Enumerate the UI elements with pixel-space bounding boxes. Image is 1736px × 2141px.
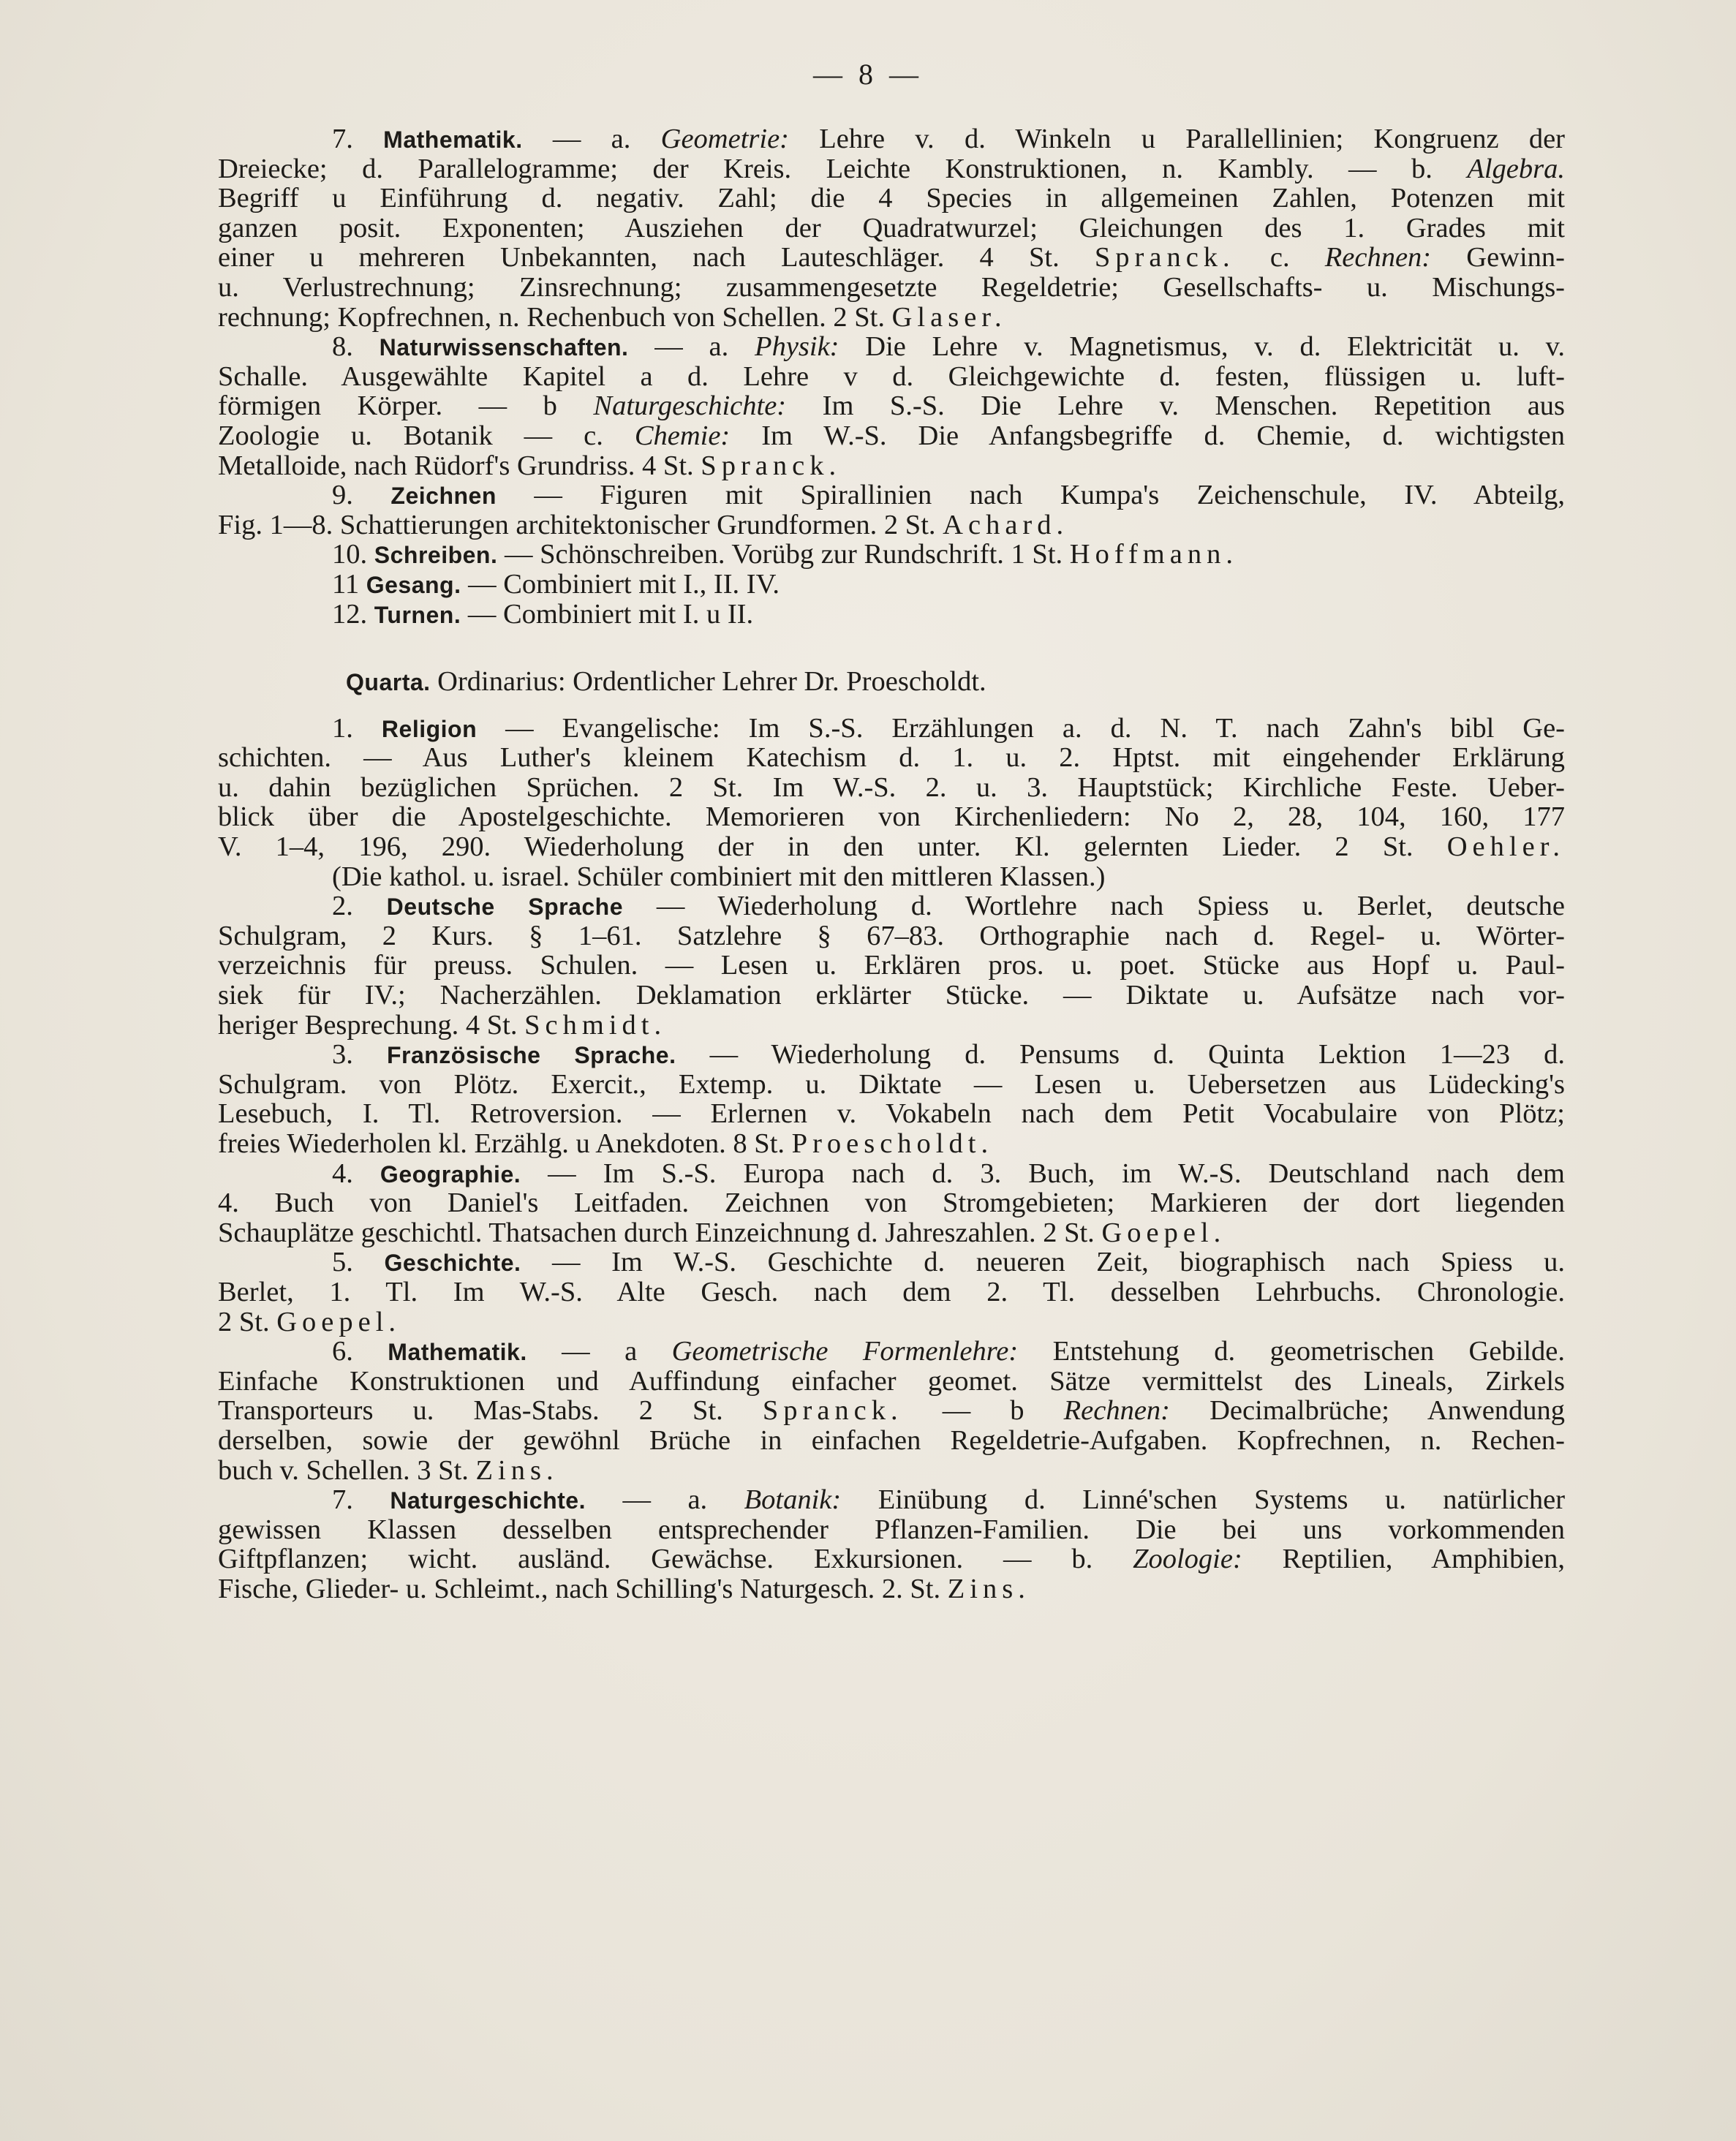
section-mathematik-line-5: einer u mehreren Unbekannten, nach Lauteschläger. 4 St. Spranck. c. Rechnen: Gewinn- bbox=[218, 243, 1565, 273]
spacer bbox=[218, 629, 1565, 667]
section-heading-gesang: Gesang. bbox=[366, 571, 461, 598]
section-heading-geschichte: Geschichte. bbox=[384, 1250, 521, 1277]
section-religion-line-2: schichten. — Aus Luther's kleinem Katechism d. 1. u. 2. Hptst. mit eingehender Erklärung bbox=[218, 743, 1565, 773]
section-geschichte-line-1: 5. Geschichte. — Im W.-S. Geschichte d. neueren Zeit, biographisch nach Spiess u. bbox=[332, 1247, 1565, 1277]
teacher-name: Hoffmann. bbox=[1069, 540, 1238, 570]
section-heading-deutsch: Deutsche Sprache bbox=[386, 894, 624, 921]
section-franzoesisch-line-3: Lesebuch, I. Tl. Retroversion. — Erlernen v. Vokabeln nach dem Petit Vocabulaire von Plötz; bbox=[218, 1099, 1565, 1129]
section-quarta-mathematik-line-5: buch v. Schellen. 3 St. Zins. bbox=[218, 1455, 559, 1486]
section-naturgeschichte-line-3: Giftpflanzen; wicht. ausländ. Gewächse. Exkursionen. — b. Zoologie: Reptilien, Amphibien, bbox=[218, 1544, 1565, 1574]
section-deutsch-line-2: Schulgram, 2 Kurs. § 1–61. Satzlehre § 67–83. Orthographie nach d. Regel- u. Wörter- bbox=[218, 921, 1565, 951]
section-geschichte-line-2: Berlet, 1. Tl. Im W.-S. Alte Gesch. nach dem 2. Tl. desselben Lehrbuchs. Chronologie. bbox=[218, 1277, 1565, 1307]
section-heading-mathematik: Mathematik. bbox=[383, 127, 523, 153]
section-mathematik-line-2: Dreiecke; d. Parallelogramme; der Kreis. Leichte Konstruktionen, n. Kambly. — b. Algebra. bbox=[218, 154, 1565, 184]
section-geographie-line-2: 4. Buch von Daniel's Leitfaden. Zeichnen von Stromgebieten; Markieren der dort liegenden bbox=[218, 1188, 1565, 1218]
section-deutsch-line-4: siek für IV.; Nacherzählen. Deklamation erklärter Stücke. — Diktate u. Aufsätze nach vor- bbox=[218, 981, 1565, 1011]
teacher-name: Schmidt. bbox=[524, 1010, 667, 1041]
section-naturgeschichte-line-1: 7. Naturgeschichte. — a. Botanik: Einübung d. Linné'schen Systems u. natürlicher bbox=[332, 1485, 1565, 1515]
section-deutsch-line-3: verzeichnis für preuss. Schulen. — Lesen u. Erklären pros. u. poet. Stücke aus Hopf u. Paul- bbox=[218, 951, 1565, 981]
section-naturwissenschaften-line-2: Schalle. Ausgewählte Kapitel a d. Lehre v d. Gleichgewichte d. festen, flüssigen u. luft- bbox=[218, 361, 1565, 392]
teacher-name: Zins. bbox=[475, 1455, 559, 1486]
section-quarta-mathematik-line-4: derselben, sowie der gewöhnl Brüche in einfachen Regeldetrie-Aufgaben. Kopfrechnen, n. Rechen- bbox=[218, 1425, 1565, 1456]
teacher-name: Glaser. bbox=[891, 302, 1007, 333]
section-naturwissenschaften-line-4: Zoologie u. Botanik — c. Chemie: Im W.-S. Die Anfangsbegriffe d. Chemie, d. wichtigsten bbox=[218, 420, 1565, 451]
class-heading-quarta bbox=[218, 667, 1565, 697]
section-religion-line-3: u. dahin bezüglichen Sprüchen. 2 St. Im W.-S. 2. u. 3. Hauptstück; Kirchliche Feste. Ueber- bbox=[218, 772, 1565, 803]
section-franzoesisch-line-2: Schulgram. von Plötz. Exercit., Extemp. u. Diktate — Lesen u. Uebersetzen aus Lüdecking's bbox=[218, 1069, 1565, 1100]
section-mathematik-line-7: rechnung; Kopfrechnen, n. Rechenbuch von Schellen. 2 St. Glaser. bbox=[218, 302, 1007, 333]
section-religion-line-4: blick über die Apostelgeschichte. Memorieren von Kirchenliedern: No 2, 28, 104, 160, 177 bbox=[218, 802, 1565, 833]
section-geschichte-line-3: 2 St. Goepel. bbox=[218, 1307, 401, 1337]
section-heading-turnen: Turnen. bbox=[374, 601, 461, 628]
teacher-name: Spranck. bbox=[1094, 243, 1235, 273]
spacer bbox=[218, 697, 1565, 714]
section-quarta-mathematik-line-2: Einfache Konstruktionen und Auffindung einfacher geomet. Sätze vermittelst des Lineals, Zirkels bbox=[218, 1366, 1565, 1397]
section-mathematik-line-1: 7. Mathematik. — a. Geometrie: Lehre v. d. Winkeln u Parallellinien; Kongruenz der bbox=[332, 124, 1565, 154]
section-geographie-line-3: Schauplätze geschichtl. Thatsachen durch Einzeichnung d. Jahreszahlen. 2 St. Goepel. bbox=[218, 1217, 1226, 1248]
teacher-name: Achard. bbox=[943, 510, 1069, 540]
section-naturgeschichte-line-4: Fische, Glieder- u. Schleimt., nach Schilling's Naturgesch. 2. St. Zins. bbox=[218, 1574, 1030, 1604]
section-quarta-mathematik-line-1: 6. Mathematik. — a Geometrische Formenlehre: Entstehung d. geometrischen Gebilde. bbox=[332, 1337, 1565, 1367]
section-naturwissenschaften-line-1: 8. Naturwissenschaften. — a. Physik: Die Lehre v. Magnetismus, v. d. Elektricität u. v. bbox=[332, 332, 1565, 362]
section-religion-line-5: V. 1–4, 196, 290. Wiederholung der in den unter. Kl. gelernten Lieder. 2 St. Oehler. bbox=[218, 832, 1565, 862]
section-mathematik-line-6: u. Verlustrechnung; Zinsrechnung; zusammengesetzte Regeldetrie; Gesellschafts- u. Mischungs- bbox=[218, 272, 1565, 303]
section-quarta-mathematik-line-3: Transporteurs u. Mas-Stabs. 2 St. Spranck. — b Rechnen: Decimalbrüche; Anwendung bbox=[218, 1396, 1565, 1426]
section-franzoesisch-line-1: 3. Französische Sprache. — Wiederholung d. Pensums d. Quinta Lektion 1—23 d. bbox=[332, 1040, 1565, 1070]
section-naturwissenschaften-line-5: Metalloide, nach Rüdorf's Grundriss. 4 St. Spranck. bbox=[218, 450, 842, 481]
section-religion-note: (Die kathol. u. israel. Schüler combiniert mit den mittleren Klassen.) bbox=[332, 861, 1106, 892]
ordinarius: Ordinarius: Ordentlicher Lehrer Dr. Proescholdt. bbox=[437, 667, 986, 697]
section-heading-naturwissenschaften: Naturwissenschaften. bbox=[379, 334, 629, 361]
section-heading-franzoesisch: Französische Sprache. bbox=[386, 1042, 676, 1069]
teacher-name: Goepel. bbox=[276, 1307, 401, 1337]
teacher-name: Zins. bbox=[947, 1574, 1030, 1604]
section-naturgeschichte-line-2: gewissen Klassen desselben entsprechender Pflanzen-Familien. Die bei uns vorkommenden bbox=[218, 1514, 1565, 1545]
teacher-name: Oehler. bbox=[1446, 832, 1565, 862]
page-number: — 8 — bbox=[813, 58, 923, 91]
section-schreiben-line-1: 10. Schreiben. — Schönschreiben. Vorübg zur Rundschrift. 1 St. Hoffmann. bbox=[332, 540, 1238, 570]
section-mathematik-line-3: Begriff u Einführung d. negativ. Zahl; die 4 Species in allgemeinen Zahlen, Potenzen mit bbox=[218, 184, 1565, 214]
teacher-name: Spranck. bbox=[701, 450, 842, 481]
section-heading-naturgeschichte: Naturgeschichte. bbox=[390, 1487, 586, 1514]
section-heading-religion: Religion bbox=[381, 715, 478, 742]
section-deutsch-line-5: heriger Besprechung. 4 St. Schmidt. bbox=[218, 1010, 667, 1041]
section-zeichnen-line-1: 9. Zeichnen — Figuren mit Spirallinien nach Kumpa's Zeichenschule, IV. Abteilg, bbox=[332, 480, 1565, 510]
section-geographie-line-1: 4. Geographie. — Im S.-S. Europa nach d. 3. Buch, im W.-S. Deutschland nach dem bbox=[332, 1158, 1565, 1189]
section-heading-schreiben: Schreiben. bbox=[374, 542, 498, 569]
section-heading-quarta-mathematik: Mathematik. bbox=[388, 1339, 527, 1366]
section-franzoesisch-line-4: freies Wiederholen kl. Erzählg. u Anekdoten. 8 St. Proescholdt. bbox=[218, 1129, 994, 1159]
teacher-name: Proescholdt. bbox=[791, 1129, 994, 1159]
section-religion-line-1: 1. Religion — Evangelische: Im S.-S. Erzählungen a. d. N. T. nach Zahn's bibl Ge- bbox=[332, 713, 1565, 744]
section-deutsch-line-1: 2. Deutsche Sprache — Wiederholung d. Wortlehre nach Spiess u. Berlet, deutsche bbox=[332, 891, 1565, 921]
teacher-name: Goepel. bbox=[1101, 1217, 1226, 1248]
teacher-name: Spranck. bbox=[762, 1396, 903, 1426]
section-zeichnen-line-2: Fig. 1—8. Schattierungen architektonischer Grundformen. 2 St. Achard. bbox=[218, 510, 1069, 540]
curriculum-text bbox=[218, 124, 1565, 1604]
section-heading-zeichnen: Zeichnen bbox=[390, 483, 497, 510]
section-turnen-line-1: 12. Turnen. — Combiniert mit I. u II. bbox=[332, 599, 754, 630]
section-gesang-line-1: 11 Gesang. — Combiniert mit I., II. IV. bbox=[332, 569, 780, 600]
section-heading-geographie: Geographie. bbox=[380, 1160, 521, 1187]
class-title: Quarta. bbox=[346, 669, 431, 696]
section-mathematik-line-4: ganzen posit. Exponenten; Ausziehen der Quadratwurzel; Gleichungen des 1. Grades mit bbox=[218, 213, 1565, 243]
section-naturwissenschaften-line-3: förmigen Körper. — b Naturgeschichte: Im S.-S. Die Lehre v. Menschen. Repetition aus bbox=[218, 391, 1565, 421]
